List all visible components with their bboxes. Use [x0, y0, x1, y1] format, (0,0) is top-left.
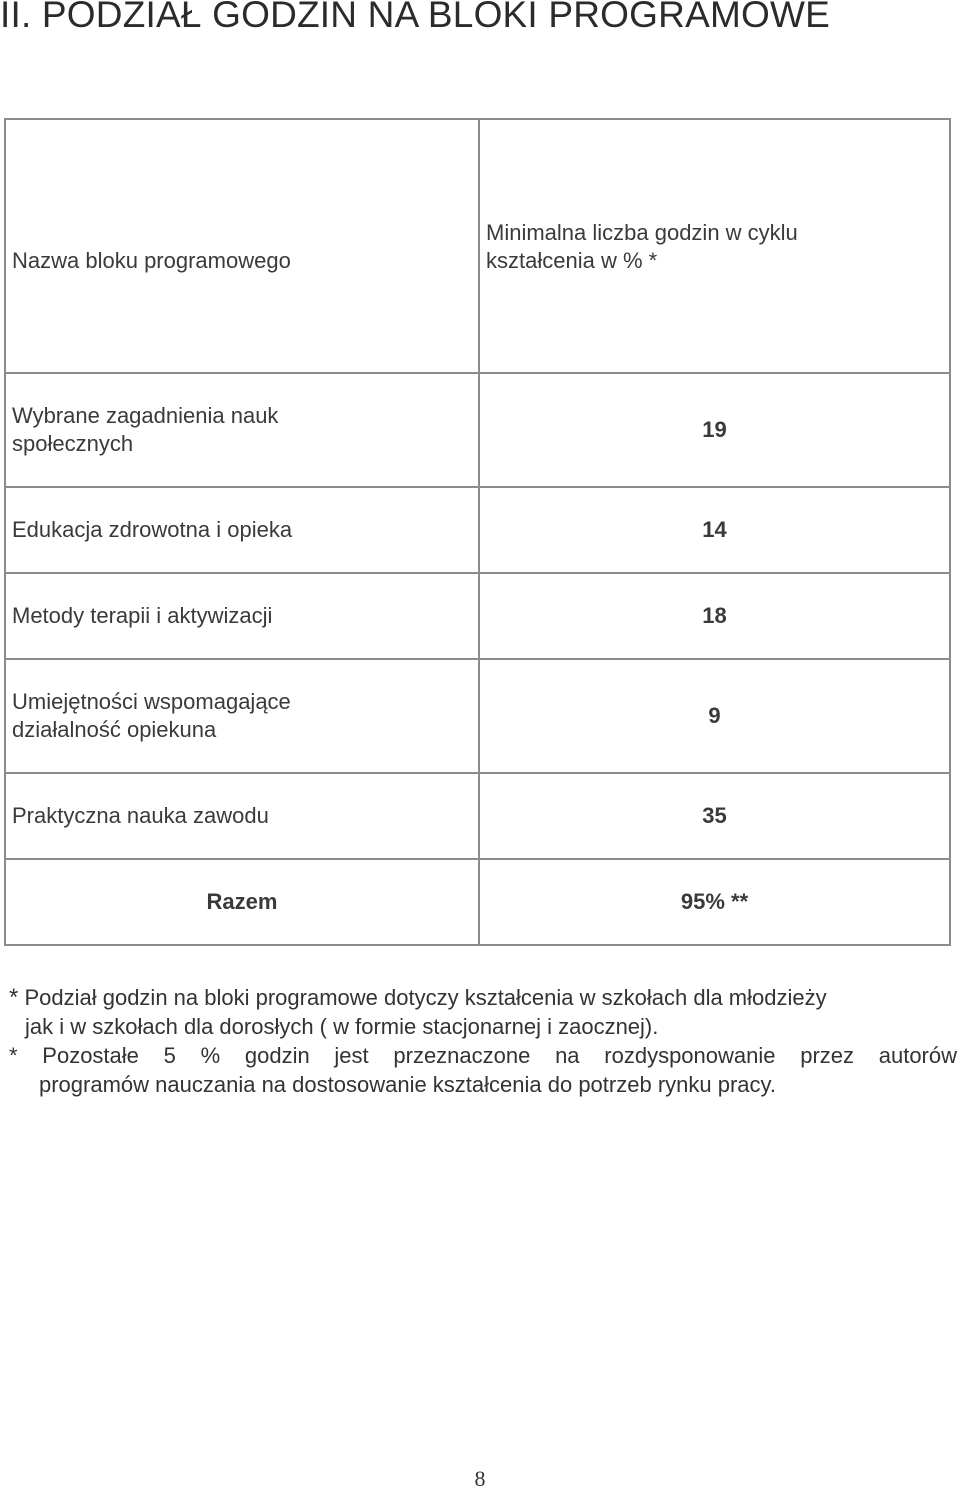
program-blocks-table	[4, 118, 951, 946]
table-row	[5, 659, 950, 773]
block-name-line1: Umiejętności wspomagające	[12, 689, 291, 714]
block-name-line2: działalność opiekuna	[12, 717, 217, 742]
block-name-line1: Wybrane zagadnienia nauk	[12, 403, 279, 428]
block-value-cell: 9	[479, 659, 950, 773]
block-value-cell: 19	[479, 373, 950, 487]
table-header-row	[5, 119, 950, 373]
header-block-name	[5, 119, 479, 373]
block-name-cell: Edukacja zdrowotna i opieka	[5, 487, 479, 573]
header-min-hours-line2: kształcenia w % *	[486, 248, 658, 273]
block-name-cell	[5, 373, 479, 487]
footnote-1	[9, 983, 957, 1041]
total-value: 95% **	[479, 859, 950, 945]
block-value-cell: 18	[479, 573, 950, 659]
page-number: 8	[474, 1466, 486, 1491]
footnote-1-line1: Podział godzin na bloki programowe dotyczy kształcenia w szkołach dla młodzieży	[18, 985, 827, 1010]
table-total-row	[5, 859, 950, 945]
header-block-name-label: Nazwa bloku programowego	[12, 248, 291, 273]
block-name-cell: Praktyczna nauka zawodu	[5, 773, 479, 859]
block-value-cell: 14	[479, 487, 950, 573]
block-name-cell	[5, 659, 479, 773]
footnote-2-line1: * Pozostałe 5 % godzin jest przeznaczone na rozdysponowanie przez autorów	[9, 1043, 957, 1068]
footnotes	[9, 983, 957, 1099]
block-value-cell: 35	[479, 773, 950, 859]
table-row	[5, 487, 950, 573]
block-name-cell: Metody terapii i aktywizacji	[5, 573, 479, 659]
table-row	[5, 773, 950, 859]
page-title: II. PODZIAŁ GODZIN NA BLOKI PROGRAMOWE	[0, 0, 830, 35]
footnote-1-marker: *	[9, 984, 19, 1011]
table-row	[5, 373, 950, 487]
footnote-2-line2: programów nauczania na dostosowanie kształcenia do potrzeb rynku pracy.	[39, 1072, 776, 1097]
footnote-1-line2: jak i w szkołach dla dorosłych ( w formie stacjonarnej i zaocznej).	[25, 1014, 659, 1039]
block-name-line2: społecznych	[12, 431, 134, 456]
header-min-hours-line1: Minimalna liczba godzin w cyklu	[486, 220, 798, 245]
header-min-hours	[479, 119, 950, 373]
table-row	[5, 573, 950, 659]
total-label: Razem	[5, 859, 479, 945]
